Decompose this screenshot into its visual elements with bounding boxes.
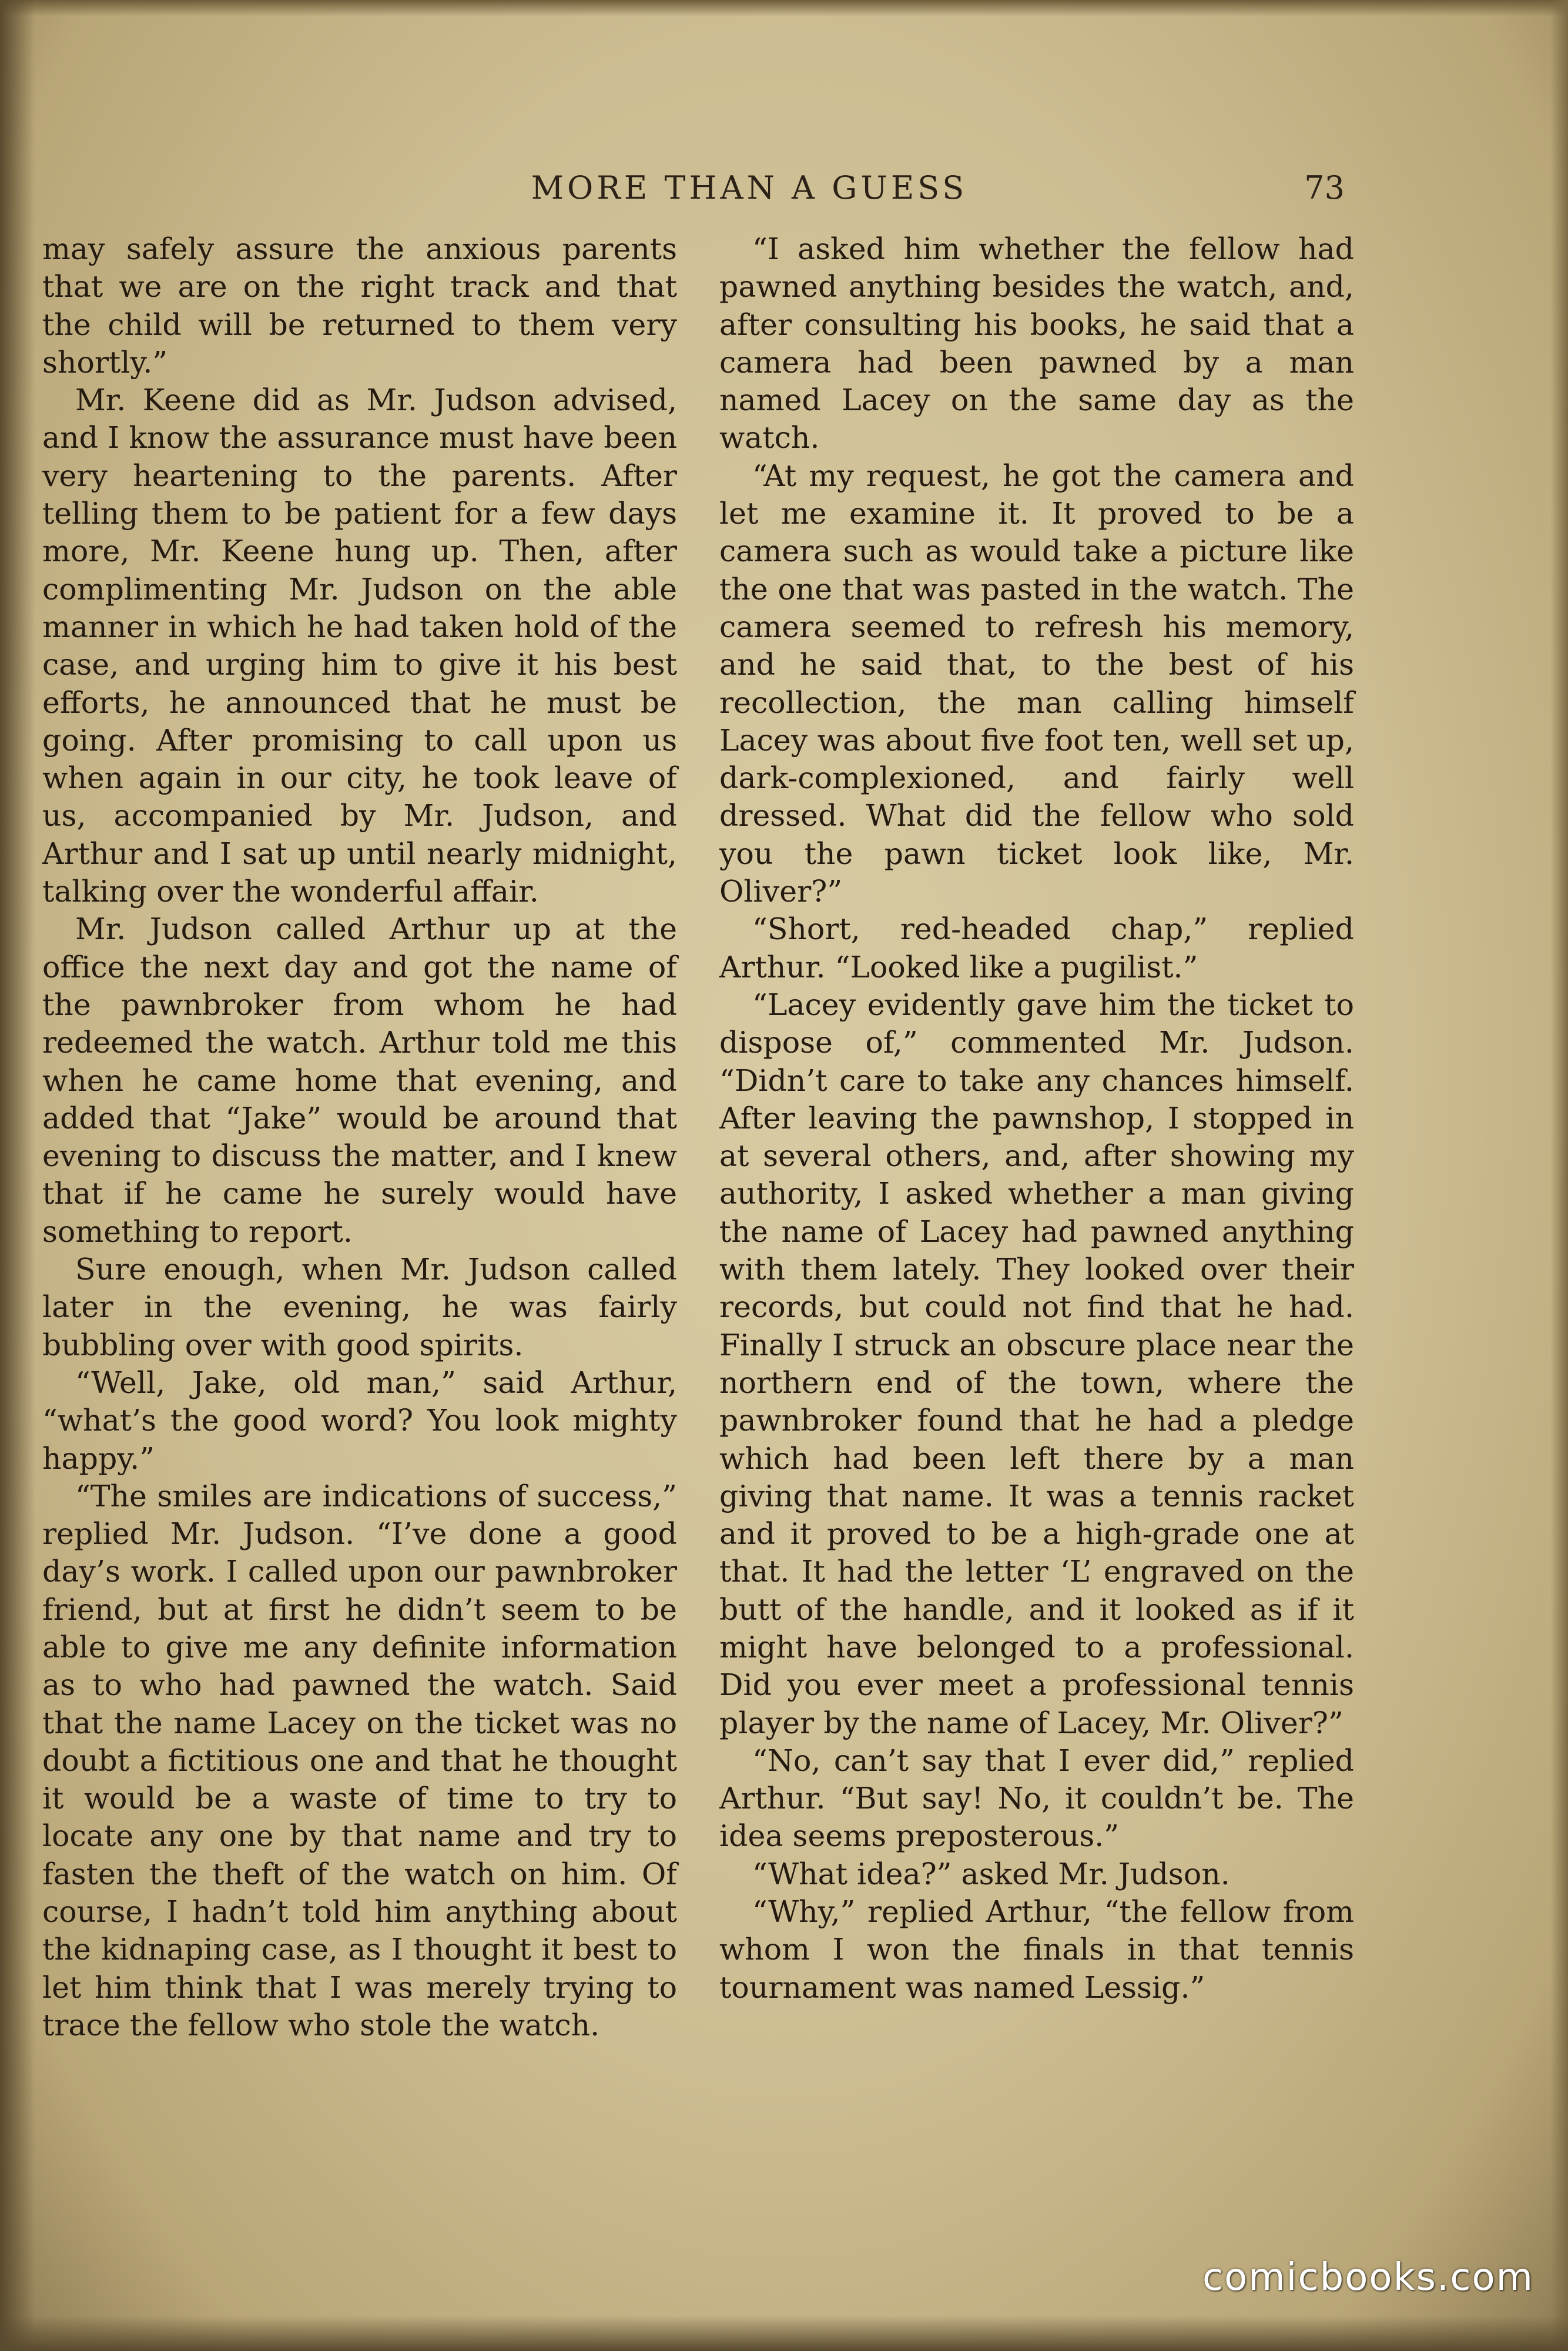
page-bottom-edge-shadow [0, 2316, 1568, 2351]
paragraph: “Short, red-headed chap,” replied Arthur. “Looked like a pugilist.” [719, 912, 1354, 984]
running-title: MORE THAN A GUESS [531, 169, 968, 206]
page-top-edge-shadow [0, 0, 1568, 16]
site-watermark: comicbooks.com [1202, 2256, 1534, 2299]
paragraph: Sure enough, when Mr. Judson called later in the evening, he was fairly bubbling over with good spirits. [42, 1252, 677, 1362]
paragraph: “No, can’t say that I ever did,” replied Arthur. “But say! No, it couldn’t be. The idea seems preposterous.” [719, 1743, 1354, 1854]
right-column [719, 230, 1354, 2007]
spine-shadow [0, 0, 35, 2351]
left-column [42, 230, 677, 2044]
paragraph: “Why,” replied Arthur, “the fellow from whom I won the finals in that tennis tournament was named Lessig.” [719, 1894, 1354, 2005]
paragraph: “Well, Jake, old man,” said Arthur, “what’s the good word? You look mighty happy.” [42, 1365, 677, 1476]
paragraph: Mr. Judson called Arthur up at the office the next day and got the name of the pawnbroker from whom he had redeemed the watch. Arthur told me this when he came home that evening, and added that “Jake” would be around that evening to discuss the matter, and I knew that if he came he surely would have something to report. [42, 912, 677, 1249]
page-right-edge-shadow [1550, 0, 1568, 2351]
paragraph: “Lacey evidently gave him the ticket to dispose of,” commented Mr. Judson. “Didn’t care to take any chances himself. After leaving the pawnshop, I stopped in at several others, and, after showing my authority, I asked whether a man giving the name of Lacey had pawned anything with them lately. They looked over their records, but could not find that he had. Finally I struck an obscure place near the northern end of the town, where the pawnbroker found that he had a pledge which had been left there by a man giving that name. It was a tennis racket and it proved to be a high-grade one at that. It had the letter ‘L’ engraved on the butt of the handle, and it looked as if it might have belonged to a professional. Did you ever meet a professional tennis player by the name of Lacey, Mr. Oliver?” [719, 987, 1354, 1740]
paragraph: “The smiles are indications of success,” replied Mr. Judson. “I’ve done a good day’s work. I called upon our pawnbroker friend, but at first he didn’t seem to be able to give me any definite information as to who had pawned the watch. Said that the name Lacey on the ticket was no doubt a fictitious one and that he thought it would be a waste of time to try to locate any one by that name and try to fasten the theft of the watch on him. Of course, I hadn’t told him anything about the kidnaping case, as I thought it best to let him think that I was merely trying to trace the fellow who stole the watch. [42, 1478, 677, 2042]
running-head [0, 168, 1568, 209]
paragraph: Mr. Keene did as Mr. Judson advised, and I know the assurance must have been very heartening to the parents. After telling them to be patient for a few days more, Mr. Keene hung up. Then, after complimenting Mr. Judson on the able manner in which he had taken hold of the case, and urging him to give it his best efforts, he announced that he must be going. After promising to call upon us when again in our city, he took leave of us, accompanied by Mr. Judson, and Arthur and I sat up until nearly midnight, talking over the wonderful affair. [42, 383, 677, 909]
paragraph: “I asked him whether the fellow had pawned anything besides the watch, and, after consulting his books, he said that a camera had been pawned by a man named Lacey on the same day as the watch. [719, 232, 1354, 456]
page-number: 73 [1304, 169, 1345, 206]
paragraph: may safely assure the anxious parents that we are on the right track and that the child will be returned to them very shortly.” [42, 232, 677, 380]
paragraph: “At my request, he got the camera and let me examine it. It proved to be a camera such as would take a picture like the one that was pasted in the watch. The camera seemed to refresh his memory, and he said that, to the best of his recollection, the man calling himself Lacey was about five foot ten, well set up, dark-complexioned, and fairly well dressed. What did the fellow who sold you the pawn ticket look like, Mr. Oliver?” [719, 458, 1354, 909]
paragraph: “What idea?” asked Mr. Judson. [752, 1856, 1230, 1891]
